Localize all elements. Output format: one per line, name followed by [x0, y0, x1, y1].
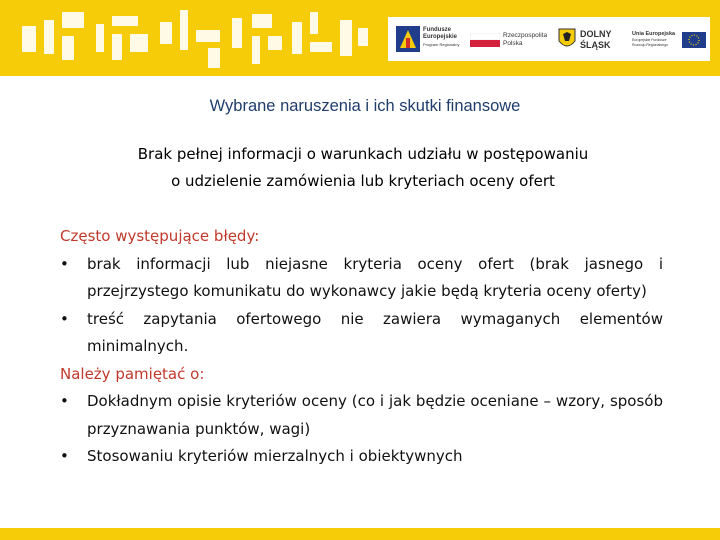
decor-block [96, 24, 104, 52]
dolny-slask-logo [558, 17, 624, 61]
logo-bar [388, 17, 710, 61]
decor-block [62, 12, 84, 28]
decor-block [208, 48, 220, 68]
decor-block [180, 10, 188, 50]
slide-title: Wybrane naruszenia i ich skutki finansowe [209, 97, 521, 115]
decor-block [292, 22, 302, 54]
ds-label: DOLNY [580, 29, 612, 39]
rp-label: Polska [503, 40, 523, 47]
bullet: • [60, 309, 69, 328]
decor-block [268, 36, 282, 50]
eagle-crest-icon [558, 28, 576, 50]
decor-block [62, 36, 74, 60]
ue-label: Unia Europejska [632, 31, 676, 37]
decor-block [22, 26, 36, 52]
decor-block [310, 12, 318, 34]
decor-block [44, 20, 54, 54]
list-item-text: Stosowaniu kryteriów mierzalnych i obiektywnych [87, 447, 463, 465]
header-banner [0, 0, 720, 76]
slide-content [60, 223, 663, 471]
bullet: • [60, 254, 69, 273]
fe-label: Fundusze [423, 27, 451, 33]
ds-label: ŚLĄSK [580, 40, 611, 50]
decor-block [310, 42, 332, 52]
fe-emblem-icon [396, 26, 420, 52]
decor-block [252, 14, 272, 28]
rp-label: Rzeczpospolita [503, 32, 548, 39]
rzeczpospolita-polska-logo [470, 17, 550, 61]
slide-subtitle [60, 141, 666, 195]
subtitle-line: Brak pełnej informacji o warunkach udziału w postępowaniu [137, 145, 589, 163]
unia-europejska-logo [632, 17, 710, 61]
decor-block [252, 36, 260, 64]
decor-block [130, 34, 148, 52]
ue-label: Rozwoju Regionalnego [632, 43, 668, 47]
decor-block [358, 28, 368, 46]
list-item-text: treść zapytania ofertowego nie zawiera wymaganych elementów minimalnych. [87, 309, 663, 355]
list-item [60, 251, 663, 306]
section-header-errors: Często występujące błędy: [60, 227, 260, 245]
decor-block [112, 16, 138, 26]
bullet: • [60, 392, 69, 410]
list-item [60, 443, 663, 471]
ue-label: Europejskie Fundusze [632, 38, 667, 42]
subtitle-line: o udzielenie zamówienia lub kryteriach oceny ofert [171, 172, 555, 190]
fe-label: Program Regionalny [423, 42, 460, 47]
list-item [60, 306, 663, 361]
footer-bar [0, 528, 720, 540]
decor-block [232, 18, 242, 48]
decor-block [112, 34, 122, 60]
fe-label: Europejskie [423, 34, 458, 40]
eu-flag-icon [682, 32, 706, 48]
section-header-remember: Należy pamiętać o: [60, 364, 205, 383]
list-item-text: brak informacji lub niejasne kryteria oceny ofert (brak jasnego i przejrzystego komunikatu do wykonawcy jakie będą kryteria oceny oferty) [87, 254, 663, 300]
decor-block [196, 30, 220, 42]
decor-block [340, 20, 352, 56]
list-item [60, 388, 663, 443]
decor-block [160, 22, 172, 44]
polish-flag-icon [470, 33, 500, 47]
fundusze-europejskie-logo [396, 17, 466, 61]
bullet: • [60, 447, 69, 465]
list-item-text: Dokładnym opisie kryteriów oceny (co i jak będzie oceniane – wzory, sposób przyznawania punktów, wagi) [87, 392, 663, 438]
